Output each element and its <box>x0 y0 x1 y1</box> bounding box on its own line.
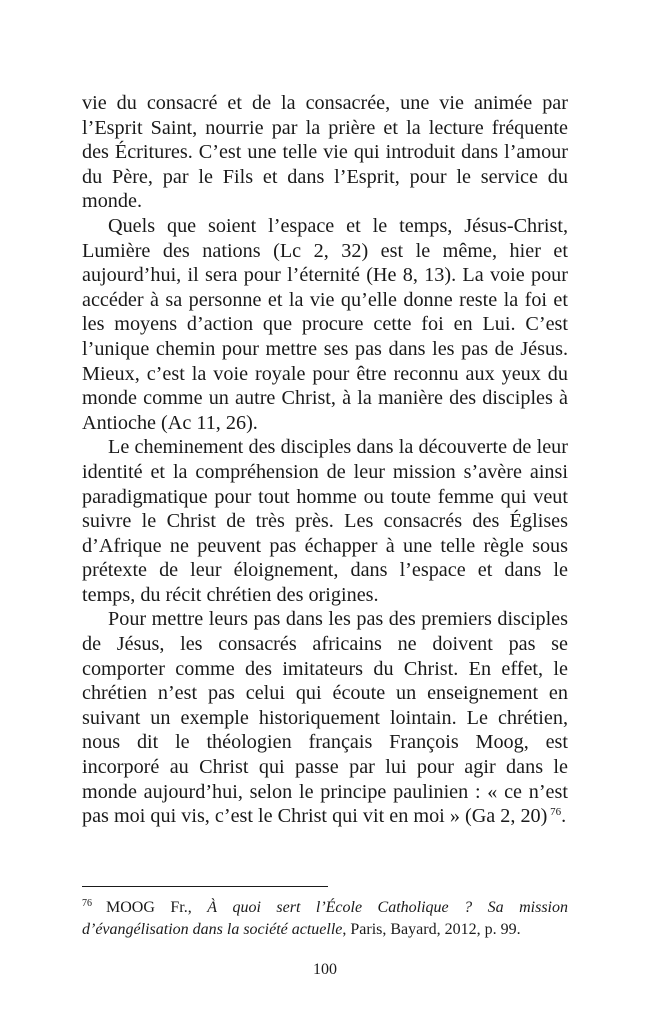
footnote <box>82 897 568 940</box>
footnote-number: 76 <box>82 898 92 909</box>
paragraph-with-footnote <box>82 607 568 828</box>
footnote-author: MOOG Fr., <box>106 899 192 916</box>
page-number: 100 <box>313 961 337 978</box>
paragraph-end-punctuation: . <box>561 805 567 828</box>
body-text <box>82 91 568 829</box>
paragraph: Le cheminement des disciples dans la découverte de leur identité et la compréhension de leur mission s’avère ainsi paradigmatique pour tout homme ou toute femme qui veut suivre le Christ de très près. Les consacrés des Églises d’Afrique ne peuvent pas échapper à une telle règle sous prétexte de leur éloignement, dans l’espace et dans le temps, du récit chrétien des origines. <box>82 436 568 606</box>
footnote-separator-rule <box>82 886 328 887</box>
paragraph-text: Pour mettre leurs pas dans les pas des premiers disciples de Jésus, les consacrés africains ne doivent pas se comporter comme des imitateurs du Christ. En effet, le chrétien n’est pas celui qui écoute un enseignement en suivant un exemple historiquement lointain. Le chrétien, nous dit le théologien français François Moog, est incorporé au Christ qui passe par lui pour agir dans le monde aujourd’hui, selon le principe paulinien : « ce n’est pas moi qui vis, c’est le Christ qui vit en moi » (Ga 2, 20) <box>82 608 568 828</box>
paragraph-continued: vie du consacré et de la consacrée, une vie animée par l’Esprit Saint, nourrie par la prière et la lecture fréquente des Écritures. C’est une telle vie qui introduit dans l’amour du Père, par le Fils et dans l’Esprit, pour le service du monde. <box>82 92 568 213</box>
footnote-reference[interactable]: 76 <box>550 806 562 819</box>
footnote-publication: , Paris, Bayard, 2012, p. 99. <box>342 920 521 938</box>
paragraph: Quels que soient l’espace et le temps, Jésus-Christ, Lumière des nations (Lc 2, 32) est le même, hier et aujourd’hui, il sera pour l’éternité (He 8, 13). La voie pour accéder à sa personne et la vie qu’elle donne reste la foi et les moyens d’action que procure cette foi en Lui. C’est l’unique chemin pour mettre ses pas dans les pas de Jésus. Mieux, c’est la voie royale pour être reconnu aux yeux du monde comme un autre Christ, à la manière des disciples à Antioche (Ac 11, 26). <box>82 214 568 434</box>
footnote-title: À quoi sert l’École Catholique ? Sa mission d’évangélisation dans la société actuelle <box>82 899 569 938</box>
